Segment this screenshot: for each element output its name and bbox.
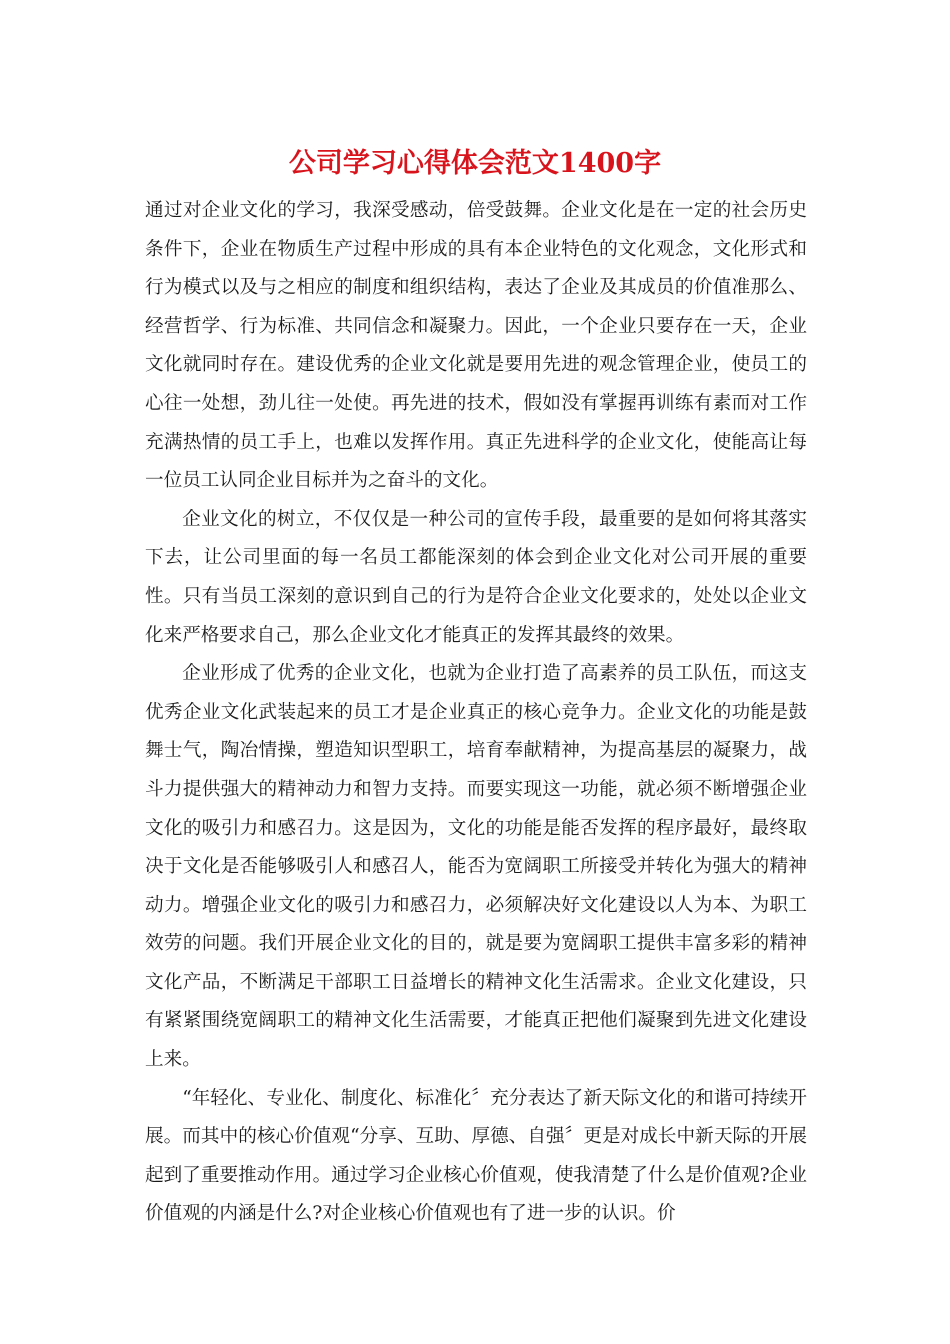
document-title: 公司学习心得体会范文1400字 xyxy=(288,148,662,179)
paragraph-3: 企业形成了优秀的企业文化，也就为企业打造了高素养的员工队伍，而这支优秀企业文化武装起来的员工才是企业真正的核心竞争力。企业文化的功能是鼓舞士气，陶冶情操，塑造知识型职工，培育奉献精神，为提高基层的凝聚力，战斗力提供强大的精神动力和智力支持。而要实现这一功能，就必须不断增强企业文化的吸引力和感召力。这是因为，文化的功能是能否发挥的程序最好，最终取决于文化是否能够吸引人和感召人，能否为宽阔职工所接受并转化为强大的精神动力。增强企业文化的吸引力和感召力，必须解决好文化建设以人为本、为职工效劳的问题。我们开展企业文化的目的，就是要为宽阔职工提供丰富多彩的精神文化产品，不断满足干部职工日益增长的精神文化生活需求。企业文化建设，只有紧紧围绕宽阔职工的精神文化生活需要，才能真正把他们凝聚到先进文化建设上来。 xyxy=(145,663,807,1071)
paragraph-1: 通过对企业文化的学习，我深受感动，倍受鼓舞。企业文化是在一定的社会历史条件下，企业在物质生产过程中形成的具有本企业特色的文化观念，文化形式和行为模式以及与之相应的制度和组织结构，表达了企业及其成员的价值准那么、经营哲学、行为标准、共同信念和凝聚力。因此，一个企业只要存在一天，企业文化就同时存在。建设优秀的企业文化就是要用先进的观念管理企业，使员工的心往一处想，劲儿往一处使。再先进的技术，假如没有掌握再训练有素而对工作充满热情的员工手上，也难以发挥作用。真正先进科学的企业文化，使能高让每一位员工认同企业目标并为之奋斗的文化。 xyxy=(145,200,807,492)
document-body xyxy=(145,192,807,1234)
paragraph-2: 企业文化的树立，不仅仅是一种公司的宣传手段，最重要的是如何将其落实下去，让公司里面的每一名员工都能深刻的体会到企业文化对公司开展的重要性。只有当员工深刻的意识到自己的行为是符合企业文化要求的，处处以企业文化来严格要求自己，那么企业文化才能真正的发挥其最终的效果。 xyxy=(145,508,807,646)
paragraph-4: “年轻化、专业化、制度化、标准化〞充分表达了新天际文化的和谐可持续开展。而其中的核心价值观“分享、互助、厚德、自强〞更是对成长中新天际的开展起到了重要推动作用。通过学习企业核心价值观，使我清楚了什么是价值观?企业价值观的内涵是什么?对企业核心价值观也有了进一步的认识。价 xyxy=(145,1087,807,1225)
